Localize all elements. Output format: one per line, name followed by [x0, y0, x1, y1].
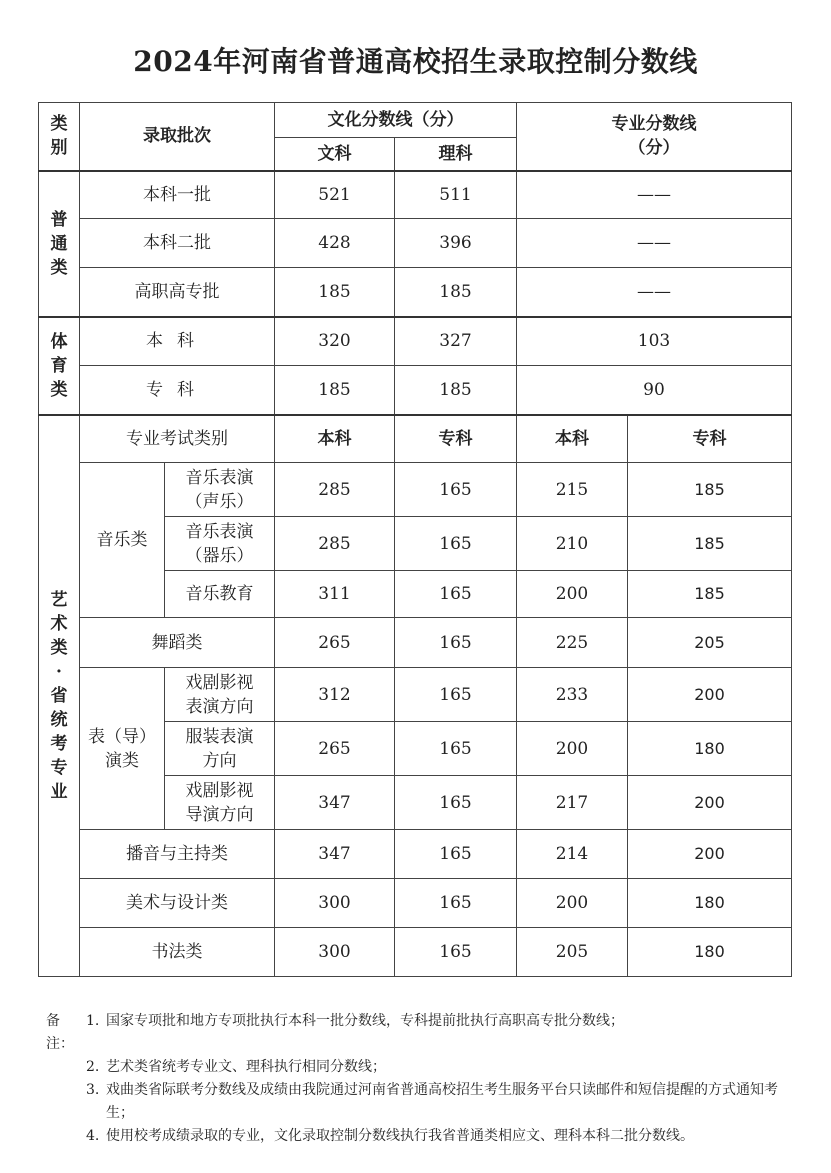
note-number: 3. [86, 1082, 100, 1098]
value-cell: 300 [275, 879, 395, 928]
subcategory-label-text: 戏剧影视表演方向 [185, 672, 254, 717]
other-label: 播音与主持类 [80, 830, 275, 879]
value-cell: 165 [395, 722, 517, 776]
arts-subheader-row [39, 415, 792, 463]
subcategory-label-text: 音乐表演（器乐） [185, 521, 254, 566]
wenke-value: 428 [275, 219, 395, 268]
notes [46, 1010, 786, 1148]
notes-label: 备注： [46, 1013, 74, 1052]
header-category [39, 103, 80, 171]
professional-value: —— [517, 171, 792, 219]
category-sports-text: 体育类 [50, 331, 68, 400]
header-like: 理科 [395, 138, 517, 171]
value-cell: 285 [275, 463, 395, 517]
other-label: 美术与设计类 [80, 879, 275, 928]
professional-value: 90 [517, 366, 792, 415]
value-cell: 200 [517, 571, 628, 618]
table-row [39, 618, 792, 668]
table-row [39, 219, 792, 268]
note-item [46, 1010, 786, 1056]
header-category-text: 类别 [50, 114, 68, 159]
note-item [86, 1079, 786, 1125]
note-text: 艺术类省统考专业文、理科执行相同分数线； [106, 1059, 386, 1075]
batch-label: 专科 [80, 366, 275, 415]
subcategory-label [165, 517, 275, 571]
value-cell: 265 [275, 722, 395, 776]
professional-value: 103 [517, 317, 792, 366]
subcategory-label [165, 722, 275, 776]
header-batch: 录取批次 [80, 103, 275, 171]
value-cell: 311 [275, 571, 395, 618]
value-cell: 165 [395, 668, 517, 722]
value-cell: 185 [628, 517, 792, 571]
category-general [39, 171, 80, 317]
note-item [86, 1056, 786, 1079]
header-wenke: 文科 [275, 138, 395, 171]
note-text: 国家专项批和地方专项批执行本科一批分数线，专科提前批执行高职高专批分数线； [106, 1013, 624, 1029]
note-number: 4. [86, 1128, 100, 1144]
acting-group-text: 表（导）演类 [88, 726, 156, 771]
value-cell: 200 [628, 830, 792, 879]
value-cell: 233 [517, 668, 628, 722]
table-row [39, 171, 792, 219]
batch-label: 本科一批 [80, 171, 275, 219]
table-row [39, 268, 792, 317]
value-cell: 215 [517, 463, 628, 517]
value-cell: 165 [395, 830, 517, 879]
subcategory-label-text: 服装表演方向 [185, 726, 254, 771]
score-table [38, 102, 792, 977]
like-value: 185 [395, 366, 517, 415]
subcategory-label [165, 776, 275, 830]
table-row [39, 463, 792, 517]
value-cell: 347 [275, 830, 395, 879]
value-cell: 285 [275, 517, 395, 571]
wenke-value: 185 [275, 366, 395, 415]
note-number: 2. [86, 1059, 100, 1075]
professional-value: —— [517, 219, 792, 268]
subcategory-label: 音乐教育 [165, 571, 275, 618]
value-cell: 180 [628, 928, 792, 977]
arts-subheader-label: 专业考试类别 [80, 415, 275, 463]
value-cell: 300 [275, 928, 395, 977]
batch-label: 本科 [80, 317, 275, 366]
header-row [39, 103, 792, 138]
value-cell: 165 [395, 776, 517, 830]
note-text: 戏曲类省际联考分数线及成绩由我院通过河南省普通高校招生考生服务平台只读邮件和短信提醒的方式通知考生； [106, 1082, 778, 1121]
value-cell: 265 [275, 618, 395, 668]
table-row [39, 668, 792, 722]
wenke-value: 320 [275, 317, 395, 366]
header-professional-text: 专业分数线（分） [611, 114, 697, 159]
subcategory-label-text: 音乐表演（声乐） [185, 467, 254, 512]
other-label: 书法类 [80, 928, 275, 977]
table-row [39, 928, 792, 977]
subcategory-label [165, 668, 275, 722]
subcategory-label [165, 463, 275, 517]
value-cell: 205 [628, 618, 792, 668]
arts-subheader-c1: 本科 [275, 415, 395, 463]
wenke-value: 521 [275, 171, 395, 219]
like-value: 327 [395, 317, 517, 366]
professional-value: —— [517, 268, 792, 317]
note-number: 1. [86, 1013, 100, 1029]
category-sports [39, 317, 80, 415]
value-cell: 165 [395, 928, 517, 977]
value-cell: 200 [517, 722, 628, 776]
dance-label: 舞蹈类 [80, 618, 275, 668]
category-arts-text: 艺术类·省统考专业 [50, 589, 68, 802]
note-text: 使用校考成绩录取的专业，文化录取控制分数线执行我省普通类相应文、理科本科二批分数线。 [106, 1128, 694, 1144]
header-professional [517, 103, 792, 171]
subcategory-label-text: 戏剧影视导演方向 [185, 780, 254, 825]
value-cell: 165 [395, 618, 517, 668]
value-cell: 165 [395, 571, 517, 618]
value-cell: 205 [517, 928, 628, 977]
value-cell: 165 [395, 879, 517, 928]
header-culture: 文化分数线（分） [275, 103, 517, 138]
like-value: 511 [395, 171, 517, 219]
value-cell: 180 [628, 722, 792, 776]
table-row [39, 830, 792, 879]
page-title: 2024年河南省普通高校招生录取控制分数线 [133, 45, 698, 78]
value-cell: 214 [517, 830, 628, 879]
note-item [86, 1125, 786, 1148]
wenke-value: 185 [275, 268, 395, 317]
value-cell: 210 [517, 517, 628, 571]
value-cell: 200 [517, 879, 628, 928]
value-cell: 200 [628, 776, 792, 830]
category-arts [39, 415, 80, 977]
arts-subheader-c3: 本科 [517, 415, 628, 463]
category-general-text: 普通类 [50, 209, 68, 278]
like-value: 396 [395, 219, 517, 268]
table-row [39, 366, 792, 415]
music-group: 音乐类 [80, 463, 165, 618]
value-cell: 185 [628, 571, 792, 618]
batch-label: 高职高专批 [80, 268, 275, 317]
arts-subheader-c4: 专科 [628, 415, 792, 463]
like-value: 185 [395, 268, 517, 317]
value-cell: 347 [275, 776, 395, 830]
batch-label: 本科二批 [80, 219, 275, 268]
value-cell: 312 [275, 668, 395, 722]
value-cell: 165 [395, 463, 517, 517]
value-cell: 180 [628, 879, 792, 928]
value-cell: 185 [628, 463, 792, 517]
arts-subheader-c2: 专科 [395, 415, 517, 463]
table-row [39, 317, 792, 366]
value-cell: 200 [628, 668, 792, 722]
value-cell: 225 [517, 618, 628, 668]
value-cell: 217 [517, 776, 628, 830]
table-row [39, 879, 792, 928]
value-cell: 165 [395, 517, 517, 571]
acting-group [80, 668, 165, 830]
